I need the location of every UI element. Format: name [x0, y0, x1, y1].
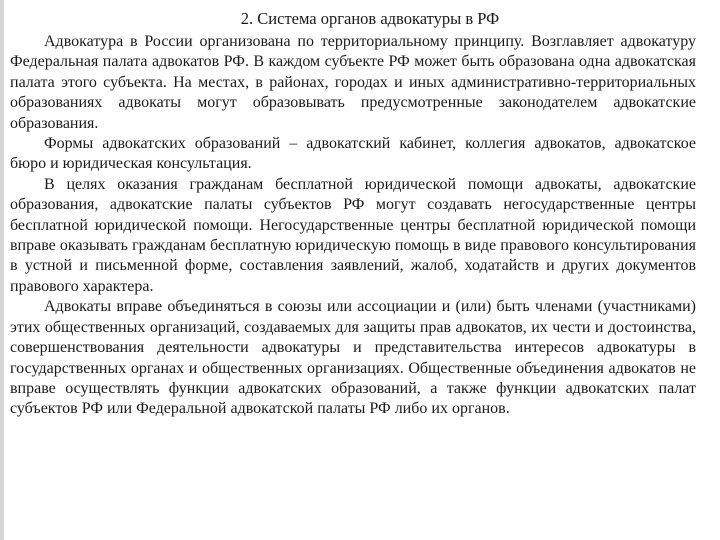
slide-edge-line	[0, 0, 4, 540]
paragraph-free-legal-aid: В целях оказания гражданам бесплатной юридической помощи адвокаты, адвокатские образования, адвокатские палаты субъектов РФ могут создавать негосударственные центры бесплатной юридической помощи. Негосударственные центры бесплатной юридической помощи вправе оказывать гражданам бесплатную юридическую помощь в виде правового консультирования в устной и письменной форме, составления заявлений, жалоб, ходатайств и других документов правового характера.	[10, 175, 696, 295]
paragraph-territorial-principle: Адвокатура в России организована по территориальному принципу. Возглавляет адвокатуру Федеральная палата адвокатов РФ. В каждом субъекте РФ может быть образована одна адвокатская палата этого субъекта. На местах, в районах, городах и иных административно-территориальных образованиях адвокаты могут образовывать предусмотренные законодателем адвокатские образования.	[10, 33, 696, 132]
paragraph-forms: Формы адвокатских образований – адвокатский кабинет, коллегия адвокатов, адвокатское бюро и юридическая консультация.	[10, 135, 696, 173]
paragraph-associations: Адвокаты вправе объединяться в союзы или ассоциации и (или) быть членами (участниками) этих общественных организаций, создаваемых для защиты прав адвокатов, их чести и достоинства, совершенствования деятельности адвокатуры и представительства интересов адвокатуры в государственных органах и общественных организациях. Общественные объединения адвокатов не вправе осуществлять функции адвокатских образований, а также функции адвокатских палат субъектов РФ или Федеральной адвокатской палаты РФ либо их органов.	[10, 298, 696, 418]
slide-title: 2. Система органов адвокатуры в РФ	[240, 9, 500, 28]
slide-content	[10, 8, 696, 420]
